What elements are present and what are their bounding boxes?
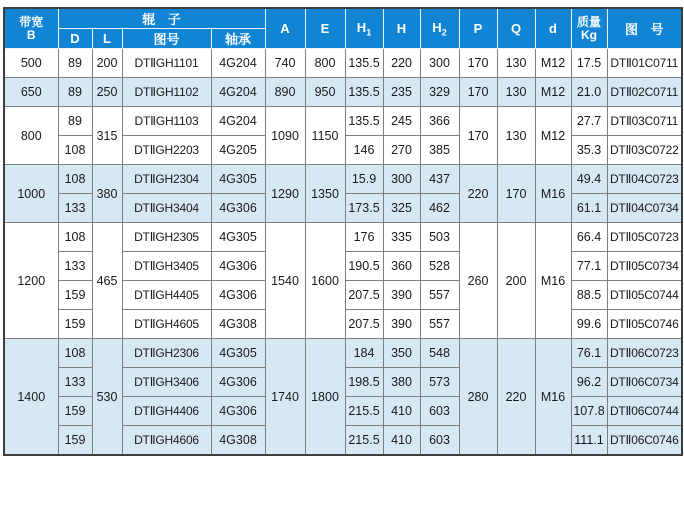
mass-cell: 107.8 xyxy=(571,397,607,426)
h1-cell: 146 xyxy=(345,136,383,165)
h1-cell: 207.5 xyxy=(345,310,383,339)
a-cell: 890 xyxy=(265,78,305,107)
col-p: P xyxy=(459,8,497,49)
col-h1-sub: 1 xyxy=(366,27,372,38)
roller-figno-cell: DTⅡGH4406 xyxy=(122,397,211,426)
a-cell: 740 xyxy=(265,49,305,78)
mass-cell: 96.2 xyxy=(571,368,607,397)
col-roller-d: D xyxy=(58,29,92,49)
col-h2-sub: 2 xyxy=(441,27,447,38)
group-1200 xyxy=(4,223,682,339)
bearing-cell: 4G306 xyxy=(211,397,265,426)
roller-d-cell: 133 xyxy=(58,194,92,223)
roller-figno-cell: DTⅡGH4606 xyxy=(122,426,211,456)
q-cell: 220 xyxy=(497,339,535,456)
col-mass-kg xyxy=(571,8,607,49)
roller-l-cell: 380 xyxy=(92,165,122,223)
d-thread-cell: M16 xyxy=(535,165,571,223)
q-cell: 130 xyxy=(497,49,535,78)
mass-cell: 111.1 xyxy=(571,426,607,456)
figno-cell: DTⅡ03C0711 xyxy=(607,107,682,136)
col-mass-label: 质量 xyxy=(576,14,601,29)
bearing-cell: 4G306 xyxy=(211,194,265,223)
roller-l-cell: 315 xyxy=(92,107,122,165)
col-h1-base: H xyxy=(356,19,367,35)
col-h2-base: H xyxy=(432,19,442,35)
col-q: Q xyxy=(497,8,535,49)
col-bandwidth-label: 带宽 xyxy=(19,14,44,29)
h1-cell: 184 xyxy=(345,339,383,368)
p-cell: 280 xyxy=(459,339,497,456)
roller-d-cell: 159 xyxy=(58,397,92,426)
col-h: H xyxy=(383,8,420,49)
table-row xyxy=(4,49,682,78)
group-800 xyxy=(4,107,682,165)
h2-cell: 573 xyxy=(420,368,459,397)
bearing-cell: 4G306 xyxy=(211,281,265,310)
roller-d-cell: 159 xyxy=(58,310,92,339)
roller-l-cell: 200 xyxy=(92,49,122,78)
table-row xyxy=(4,165,682,194)
col-figure-number: 图 号 xyxy=(607,8,682,49)
roller-d-cell: 89 xyxy=(58,78,92,107)
bandwidth-cell: 1200 xyxy=(4,223,58,339)
roller-spec-table xyxy=(3,7,683,456)
figno-cell: DTⅡ01C0711 xyxy=(607,49,682,78)
q-cell: 170 xyxy=(497,165,535,223)
mass-cell: 49.4 xyxy=(571,165,607,194)
mass-cell: 76.1 xyxy=(571,339,607,368)
bearing-cell: 4G305 xyxy=(211,223,265,252)
h2-cell: 503 xyxy=(420,223,459,252)
h2-cell: 528 xyxy=(420,252,459,281)
p-cell: 170 xyxy=(459,107,497,165)
h-cell: 410 xyxy=(383,426,420,456)
mass-cell: 21.0 xyxy=(571,78,607,107)
bandwidth-cell: 1000 xyxy=(4,165,58,223)
e-cell: 1350 xyxy=(305,165,345,223)
h2-cell: 385 xyxy=(420,136,459,165)
table-row xyxy=(4,223,682,252)
bearing-cell: 4G205 xyxy=(211,136,265,165)
figno-cell: DTⅡ05C0723 xyxy=(607,223,682,252)
figno-cell: DTⅡ02C0711 xyxy=(607,78,682,107)
h-cell: 380 xyxy=(383,368,420,397)
table-row xyxy=(4,78,682,107)
col-h2 xyxy=(420,8,459,49)
roller-d-cell: 108 xyxy=(58,223,92,252)
h1-cell: 15.9 xyxy=(345,165,383,194)
group-650 xyxy=(4,78,682,107)
h1-cell: 135.5 xyxy=(345,49,383,78)
roller-figno-cell: DTⅡGH4605 xyxy=(122,310,211,339)
a-cell: 1540 xyxy=(265,223,305,339)
figno-cell: DTⅡ05C0744 xyxy=(607,281,682,310)
col-roller-bearing: 轴承 xyxy=(211,29,265,49)
bandwidth-cell: 1400 xyxy=(4,339,58,456)
p-cell: 220 xyxy=(459,165,497,223)
col-group-roller: 辊 子 xyxy=(58,8,265,29)
roller-d-cell: 159 xyxy=(58,281,92,310)
q-cell: 130 xyxy=(497,78,535,107)
figno-cell: DTⅡ04C0723 xyxy=(607,165,682,194)
col-roller-figure-no: 图号 xyxy=(122,29,211,49)
h-cell: 325 xyxy=(383,194,420,223)
bearing-cell: 4G305 xyxy=(211,165,265,194)
mass-cell: 99.6 xyxy=(571,310,607,339)
h-cell: 270 xyxy=(383,136,420,165)
roller-d-cell: 108 xyxy=(58,136,92,165)
figno-cell: DTⅡ04C0734 xyxy=(607,194,682,223)
h2-cell: 557 xyxy=(420,281,459,310)
figno-cell: DTⅡ06C0734 xyxy=(607,368,682,397)
group-1000 xyxy=(4,165,682,223)
h2-cell: 462 xyxy=(420,194,459,223)
roller-d-cell: 133 xyxy=(58,368,92,397)
d-thread-cell: M16 xyxy=(535,339,571,456)
roller-figno-cell: DTⅡGH3404 xyxy=(122,194,211,223)
bandwidth-cell: 500 xyxy=(4,49,58,78)
h-cell: 335 xyxy=(383,223,420,252)
h-cell: 300 xyxy=(383,165,420,194)
a-cell: 1740 xyxy=(265,339,305,456)
h2-cell: 603 xyxy=(420,426,459,456)
h-cell: 360 xyxy=(383,252,420,281)
group-500 xyxy=(4,49,682,78)
figno-cell: DTⅡ05C0734 xyxy=(607,252,682,281)
roller-figno-cell: DTⅡGH1102 xyxy=(122,78,211,107)
table-header xyxy=(4,8,682,49)
d-thread-cell: M12 xyxy=(535,78,571,107)
bearing-cell: 4G308 xyxy=(211,426,265,456)
roller-d-cell: 89 xyxy=(58,107,92,136)
figno-cell: DTⅡ06C0744 xyxy=(607,397,682,426)
mass-cell: 61.1 xyxy=(571,194,607,223)
roller-figno-cell: DTⅡGH1101 xyxy=(122,49,211,78)
p-cell: 170 xyxy=(459,78,497,107)
bearing-cell: 4G204 xyxy=(211,107,265,136)
table-row xyxy=(4,107,682,136)
e-cell: 1800 xyxy=(305,339,345,456)
p-cell: 260 xyxy=(459,223,497,339)
roller-figno-cell: DTⅡGH2304 xyxy=(122,165,211,194)
roller-d-cell: 89 xyxy=(58,49,92,78)
h-cell: 350 xyxy=(383,339,420,368)
bearing-cell: 4G308 xyxy=(211,310,265,339)
e-cell: 1600 xyxy=(305,223,345,339)
bearing-cell: 4G305 xyxy=(211,339,265,368)
h1-cell: 173.5 xyxy=(345,194,383,223)
figno-cell: DTⅡ05C0746 xyxy=(607,310,682,339)
figno-cell: DTⅡ03C0722 xyxy=(607,136,682,165)
bearing-cell: 4G306 xyxy=(211,252,265,281)
col-a: A xyxy=(265,8,305,49)
spec-table-container xyxy=(3,7,683,456)
figno-cell: DTⅡ06C0746 xyxy=(607,426,682,456)
h-cell: 220 xyxy=(383,49,420,78)
mass-cell: 66.4 xyxy=(571,223,607,252)
e-cell: 800 xyxy=(305,49,345,78)
bandwidth-cell: 650 xyxy=(4,78,58,107)
h2-cell: 603 xyxy=(420,397,459,426)
a-cell: 1090 xyxy=(265,107,305,165)
h1-cell: 207.5 xyxy=(345,281,383,310)
h-cell: 235 xyxy=(383,78,420,107)
h-cell: 245 xyxy=(383,107,420,136)
group-1400 xyxy=(4,339,682,456)
roller-d-cell: 133 xyxy=(58,252,92,281)
d-thread-cell: M12 xyxy=(535,107,571,165)
h1-cell: 215.5 xyxy=(345,426,383,456)
mass-cell: 35.3 xyxy=(571,136,607,165)
h-cell: 390 xyxy=(383,281,420,310)
e-cell: 1150 xyxy=(305,107,345,165)
d-thread-cell: M12 xyxy=(535,49,571,78)
roller-d-cell: 108 xyxy=(58,165,92,194)
col-roller-l: L xyxy=(92,29,122,49)
h2-cell: 300 xyxy=(420,49,459,78)
h1-cell: 176 xyxy=(345,223,383,252)
h2-cell: 437 xyxy=(420,165,459,194)
h2-cell: 557 xyxy=(420,310,459,339)
h2-cell: 548 xyxy=(420,339,459,368)
roller-figno-cell: DTⅡGH4405 xyxy=(122,281,211,310)
col-bandwidth-b xyxy=(4,8,58,49)
a-cell: 1290 xyxy=(265,165,305,223)
roller-figno-cell: DTⅡGH3406 xyxy=(122,368,211,397)
roller-l-cell: 530 xyxy=(92,339,122,456)
roller-figno-cell: DTⅡGH3405 xyxy=(122,252,211,281)
col-e: E xyxy=(305,8,345,49)
h-cell: 410 xyxy=(383,397,420,426)
h-cell: 390 xyxy=(383,310,420,339)
col-b-label: B xyxy=(26,27,36,42)
mass-cell: 88.5 xyxy=(571,281,607,310)
roller-l-cell: 250 xyxy=(92,78,122,107)
roller-d-cell: 108 xyxy=(58,339,92,368)
e-cell: 950 xyxy=(305,78,345,107)
col-kg-label: Kg xyxy=(581,27,597,42)
h1-cell: 135.5 xyxy=(345,107,383,136)
q-cell: 130 xyxy=(497,107,535,165)
figno-cell: DTⅡ06C0723 xyxy=(607,339,682,368)
h2-cell: 366 xyxy=(420,107,459,136)
col-d-thread: d xyxy=(535,8,571,49)
roller-figno-cell: DTⅡGH2203 xyxy=(122,136,211,165)
h2-cell: 329 xyxy=(420,78,459,107)
roller-l-cell: 465 xyxy=(92,223,122,339)
h1-cell: 198.5 xyxy=(345,368,383,397)
bearing-cell: 4G306 xyxy=(211,368,265,397)
d-thread-cell: M16 xyxy=(535,223,571,339)
h1-cell: 215.5 xyxy=(345,397,383,426)
roller-figno-cell: DTⅡGH1103 xyxy=(122,107,211,136)
col-h1 xyxy=(345,8,383,49)
bearing-cell: 4G204 xyxy=(211,78,265,107)
p-cell: 170 xyxy=(459,49,497,78)
mass-cell: 77.1 xyxy=(571,252,607,281)
mass-cell: 17.5 xyxy=(571,49,607,78)
q-cell: 200 xyxy=(497,223,535,339)
mass-cell: 27.7 xyxy=(571,107,607,136)
roller-figno-cell: DTⅡGH2306 xyxy=(122,339,211,368)
h1-cell: 190.5 xyxy=(345,252,383,281)
h1-cell: 135.5 xyxy=(345,78,383,107)
header-row-1 xyxy=(4,8,682,29)
bandwidth-cell: 800 xyxy=(4,107,58,165)
bearing-cell: 4G204 xyxy=(211,49,265,78)
roller-figno-cell: DTⅡGH2305 xyxy=(122,223,211,252)
roller-d-cell: 159 xyxy=(58,426,92,456)
table-row xyxy=(4,339,682,368)
